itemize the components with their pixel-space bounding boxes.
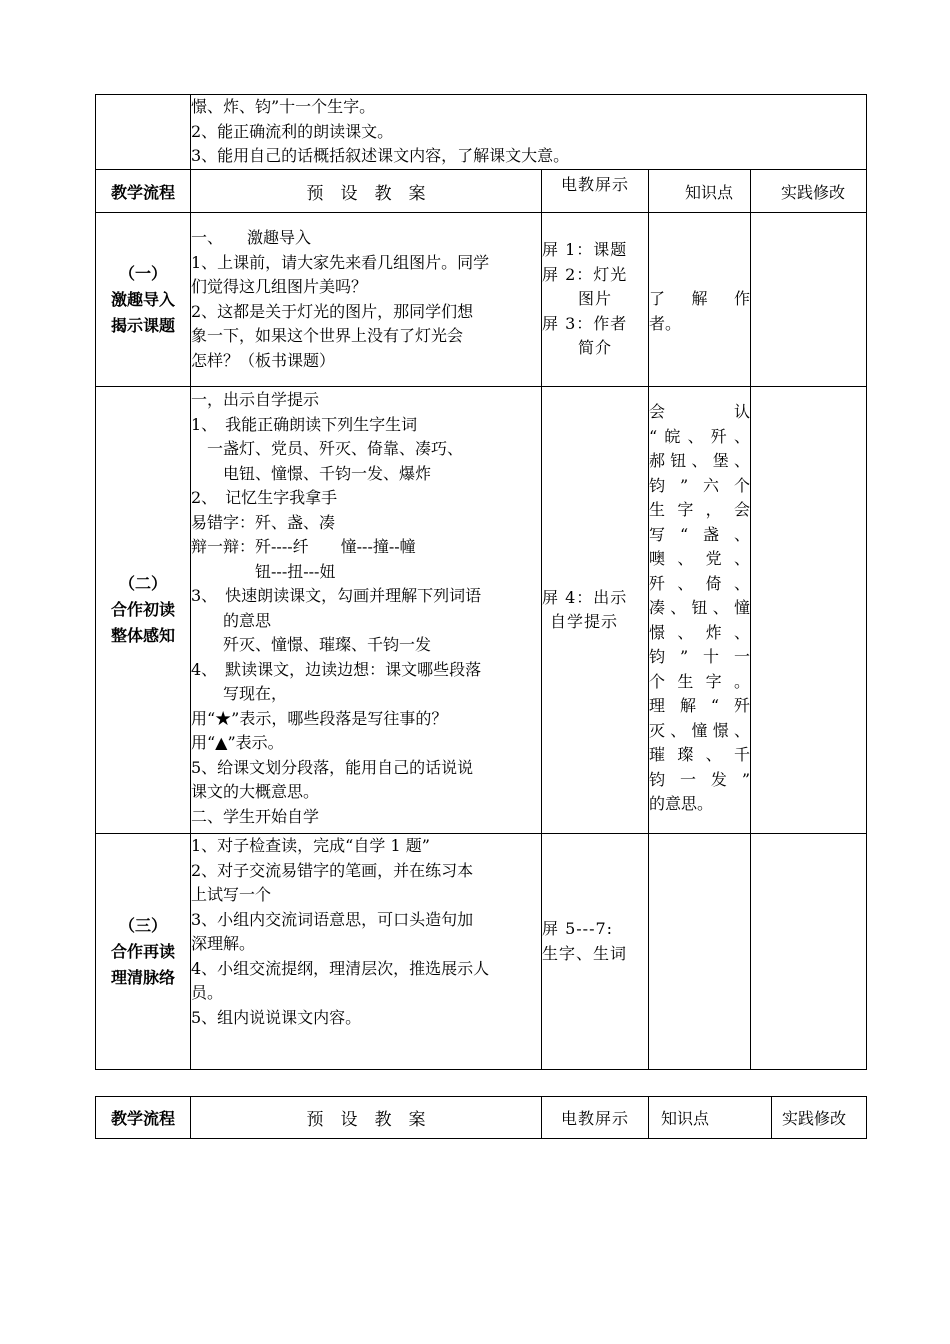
screen-line: 图片 xyxy=(577,289,612,308)
knowledge-line: 会 认 xyxy=(649,402,750,421)
screen-line: 屏 2：灯光 xyxy=(542,264,628,284)
plan-line: 易错字：歼、盏、凑 xyxy=(191,512,336,532)
knowledge-line: 璀璨、千 xyxy=(649,745,750,764)
plan-cell xyxy=(191,387,542,834)
plan-line: 课文的大概意思。 xyxy=(191,782,320,801)
knowledge-line: 钧”十一 xyxy=(649,647,750,666)
plan-cell xyxy=(191,213,542,387)
screen-line: 屏 4：出示 xyxy=(542,587,628,607)
knowledge-line: 理解“歼 xyxy=(649,696,750,715)
plan-line: 用“▲”表示。 xyxy=(191,733,284,752)
knowledge-line: “皖、歼、 xyxy=(649,426,750,446)
next-page-header-table xyxy=(95,1096,867,1139)
plan-line: 5、组内说说课文内容。 xyxy=(191,1007,362,1027)
header-revise: 实践修改 xyxy=(751,170,867,213)
plan-line: 一盏灯、党员、歼灭、倚靠、凑巧、 xyxy=(191,439,464,458)
knowledge-cell xyxy=(649,213,751,387)
plan-line: 2、这都是关于灯光的图片，那同学们想 xyxy=(191,301,474,321)
plan-line: 们觉得这几组图片美吗？ xyxy=(191,277,368,296)
section-row-1 xyxy=(96,213,867,387)
screen-line: 生字、生词 xyxy=(542,943,628,963)
intro-row xyxy=(96,95,867,170)
plan-line: 上试写一个 xyxy=(191,885,272,904)
section-row-2 xyxy=(96,387,867,834)
screen-cell xyxy=(542,213,649,387)
plan-line: 辩一辩：歼----纤 憧---撞--幢 xyxy=(191,537,416,556)
plan-line: 员。 xyxy=(191,983,224,1002)
stage-subtitle: 理清脉络 xyxy=(110,967,175,987)
plan-line: 一、 激趣导入 xyxy=(191,228,312,247)
plan-line: 写现在， xyxy=(191,684,288,703)
stage-subtitle: 整体感知 xyxy=(110,626,175,645)
plan-line: 钮---扭---妞 xyxy=(191,561,336,581)
plan-line: 深理解。 xyxy=(191,934,256,953)
plan-line: 5、给课文划分段落，能用自己的话说说 xyxy=(191,757,474,777)
stage-subtitle: 揭示课题 xyxy=(110,315,175,335)
intro-line: 憬、炸、钧”十一个生字。 xyxy=(191,97,376,116)
knowledge-cell xyxy=(649,387,751,834)
stage-title: 合作初读 xyxy=(110,600,175,619)
plan-line: 歼灭、憧憬、璀璨、千钧一发 xyxy=(191,635,432,654)
stage-title: 合作再读 xyxy=(110,941,175,961)
revise-cell xyxy=(751,834,867,1070)
knowledge-line: 灭、憧憬、 xyxy=(649,720,750,740)
knowledge-line: 个生字。 xyxy=(649,671,750,691)
knowledge-line: 写“盏、 xyxy=(649,524,750,544)
plan-line: 3、小组内交流词语意思，可口头造句加 xyxy=(191,909,474,929)
header-plan: 预 设 教 案 xyxy=(191,1097,542,1139)
header-flow: 教学流程 xyxy=(96,170,191,213)
plan-line: 4、 默读课文，边读边想：课文哪些段落 xyxy=(191,659,482,679)
knowledge-line: 噢、党、 xyxy=(649,549,750,568)
knowledge-line: 郝钮、堡、 xyxy=(649,451,750,470)
plan-line: 怎样？（板书课题） xyxy=(191,350,336,370)
knowledge-line: 者。 xyxy=(649,313,682,333)
screen-line: 自学提示 xyxy=(550,612,619,631)
intro-line: 3、能用自己的话概括叙述课文内容，了解课文大意。 xyxy=(191,146,570,165)
plan-line: 用“★”表示，哪些段落是写往事的？ xyxy=(191,708,448,728)
knowledge-line: 钧一发” xyxy=(649,769,750,789)
header-row xyxy=(96,1097,867,1139)
screen-line: 简介 xyxy=(577,338,612,357)
plan-line: 二、学生开始自学 xyxy=(191,806,320,826)
header-screen: 电教屏示 xyxy=(542,170,649,213)
plan-line: 1、对子检查读，完成“自学 1 题” xyxy=(191,836,430,855)
intro-cell xyxy=(191,95,867,170)
screen-line: 屏 3：作者 xyxy=(542,313,628,333)
stage-number: （二） xyxy=(118,574,167,593)
intro-blank-cell xyxy=(96,95,191,170)
stage-cell xyxy=(96,213,191,387)
screen-cell xyxy=(542,834,649,1070)
header-flow: 教学流程 xyxy=(96,1097,191,1139)
plan-line: 3、 快速朗读课文，勾画并理解下列词语 xyxy=(191,586,482,605)
screen-cell xyxy=(542,387,649,834)
revise-cell xyxy=(751,387,867,834)
knowledge-line: 钧”六个 xyxy=(649,475,750,495)
knowledge-cell xyxy=(649,834,751,1070)
knowledge-line: 的意思。 xyxy=(649,794,714,813)
header-knowledge: 知识点 xyxy=(649,1097,772,1139)
header-revise: 实践修改 xyxy=(772,1097,867,1139)
plan-line: 2、 记忆生字我拿手 xyxy=(191,488,338,507)
plan-line: 4、小组交流提纲，理清层次，推选展示人 xyxy=(191,958,490,978)
screen-line: 屏 5---7: xyxy=(542,919,614,938)
header-screen: 电教屏示 xyxy=(542,1097,649,1139)
stage-number: （一） xyxy=(118,263,167,283)
knowledge-line: 凑、钮、憧 xyxy=(649,598,750,617)
lesson-plan-table xyxy=(95,94,867,1070)
plan-line: 的意思 xyxy=(191,610,272,630)
plan-cell xyxy=(191,834,542,1070)
plan-line: 电钮、憧憬、千钧一发、爆炸 xyxy=(191,463,432,483)
screen-line: 屏 1：课题 xyxy=(542,240,628,259)
header-row xyxy=(96,170,867,213)
plan-line: 2、对子交流易错字的笔画，并在练习本 xyxy=(191,860,474,880)
plan-line: 1、上课前，请大家先来看几组图片。同学 xyxy=(191,252,490,272)
knowledge-line: 歼、倚、 xyxy=(649,573,750,593)
stage-number: （三） xyxy=(118,915,167,935)
header-plan: 预 设 教 案 xyxy=(191,170,542,213)
intro-line: 2、能正确流利的朗读课文。 xyxy=(191,121,394,141)
plan-line: 一，出示自学提示 xyxy=(191,390,320,409)
plan-line: 1、 我能正确朗读下列生字生词 xyxy=(191,414,418,434)
knowledge-line: 生字，会 xyxy=(649,500,750,519)
stage-title: 激趣导入 xyxy=(110,289,175,309)
stage-cell xyxy=(96,834,191,1070)
stage-cell xyxy=(96,387,191,834)
knowledge-line: 了 解 作 xyxy=(649,289,750,308)
section-row-3 xyxy=(96,834,867,1070)
revise-cell xyxy=(751,213,867,387)
header-knowledge: 知识点 xyxy=(649,170,751,213)
knowledge-line: 憬、炸、 xyxy=(649,622,750,642)
plan-line: 象一下，如果这个世界上没有了灯光会 xyxy=(191,326,464,345)
